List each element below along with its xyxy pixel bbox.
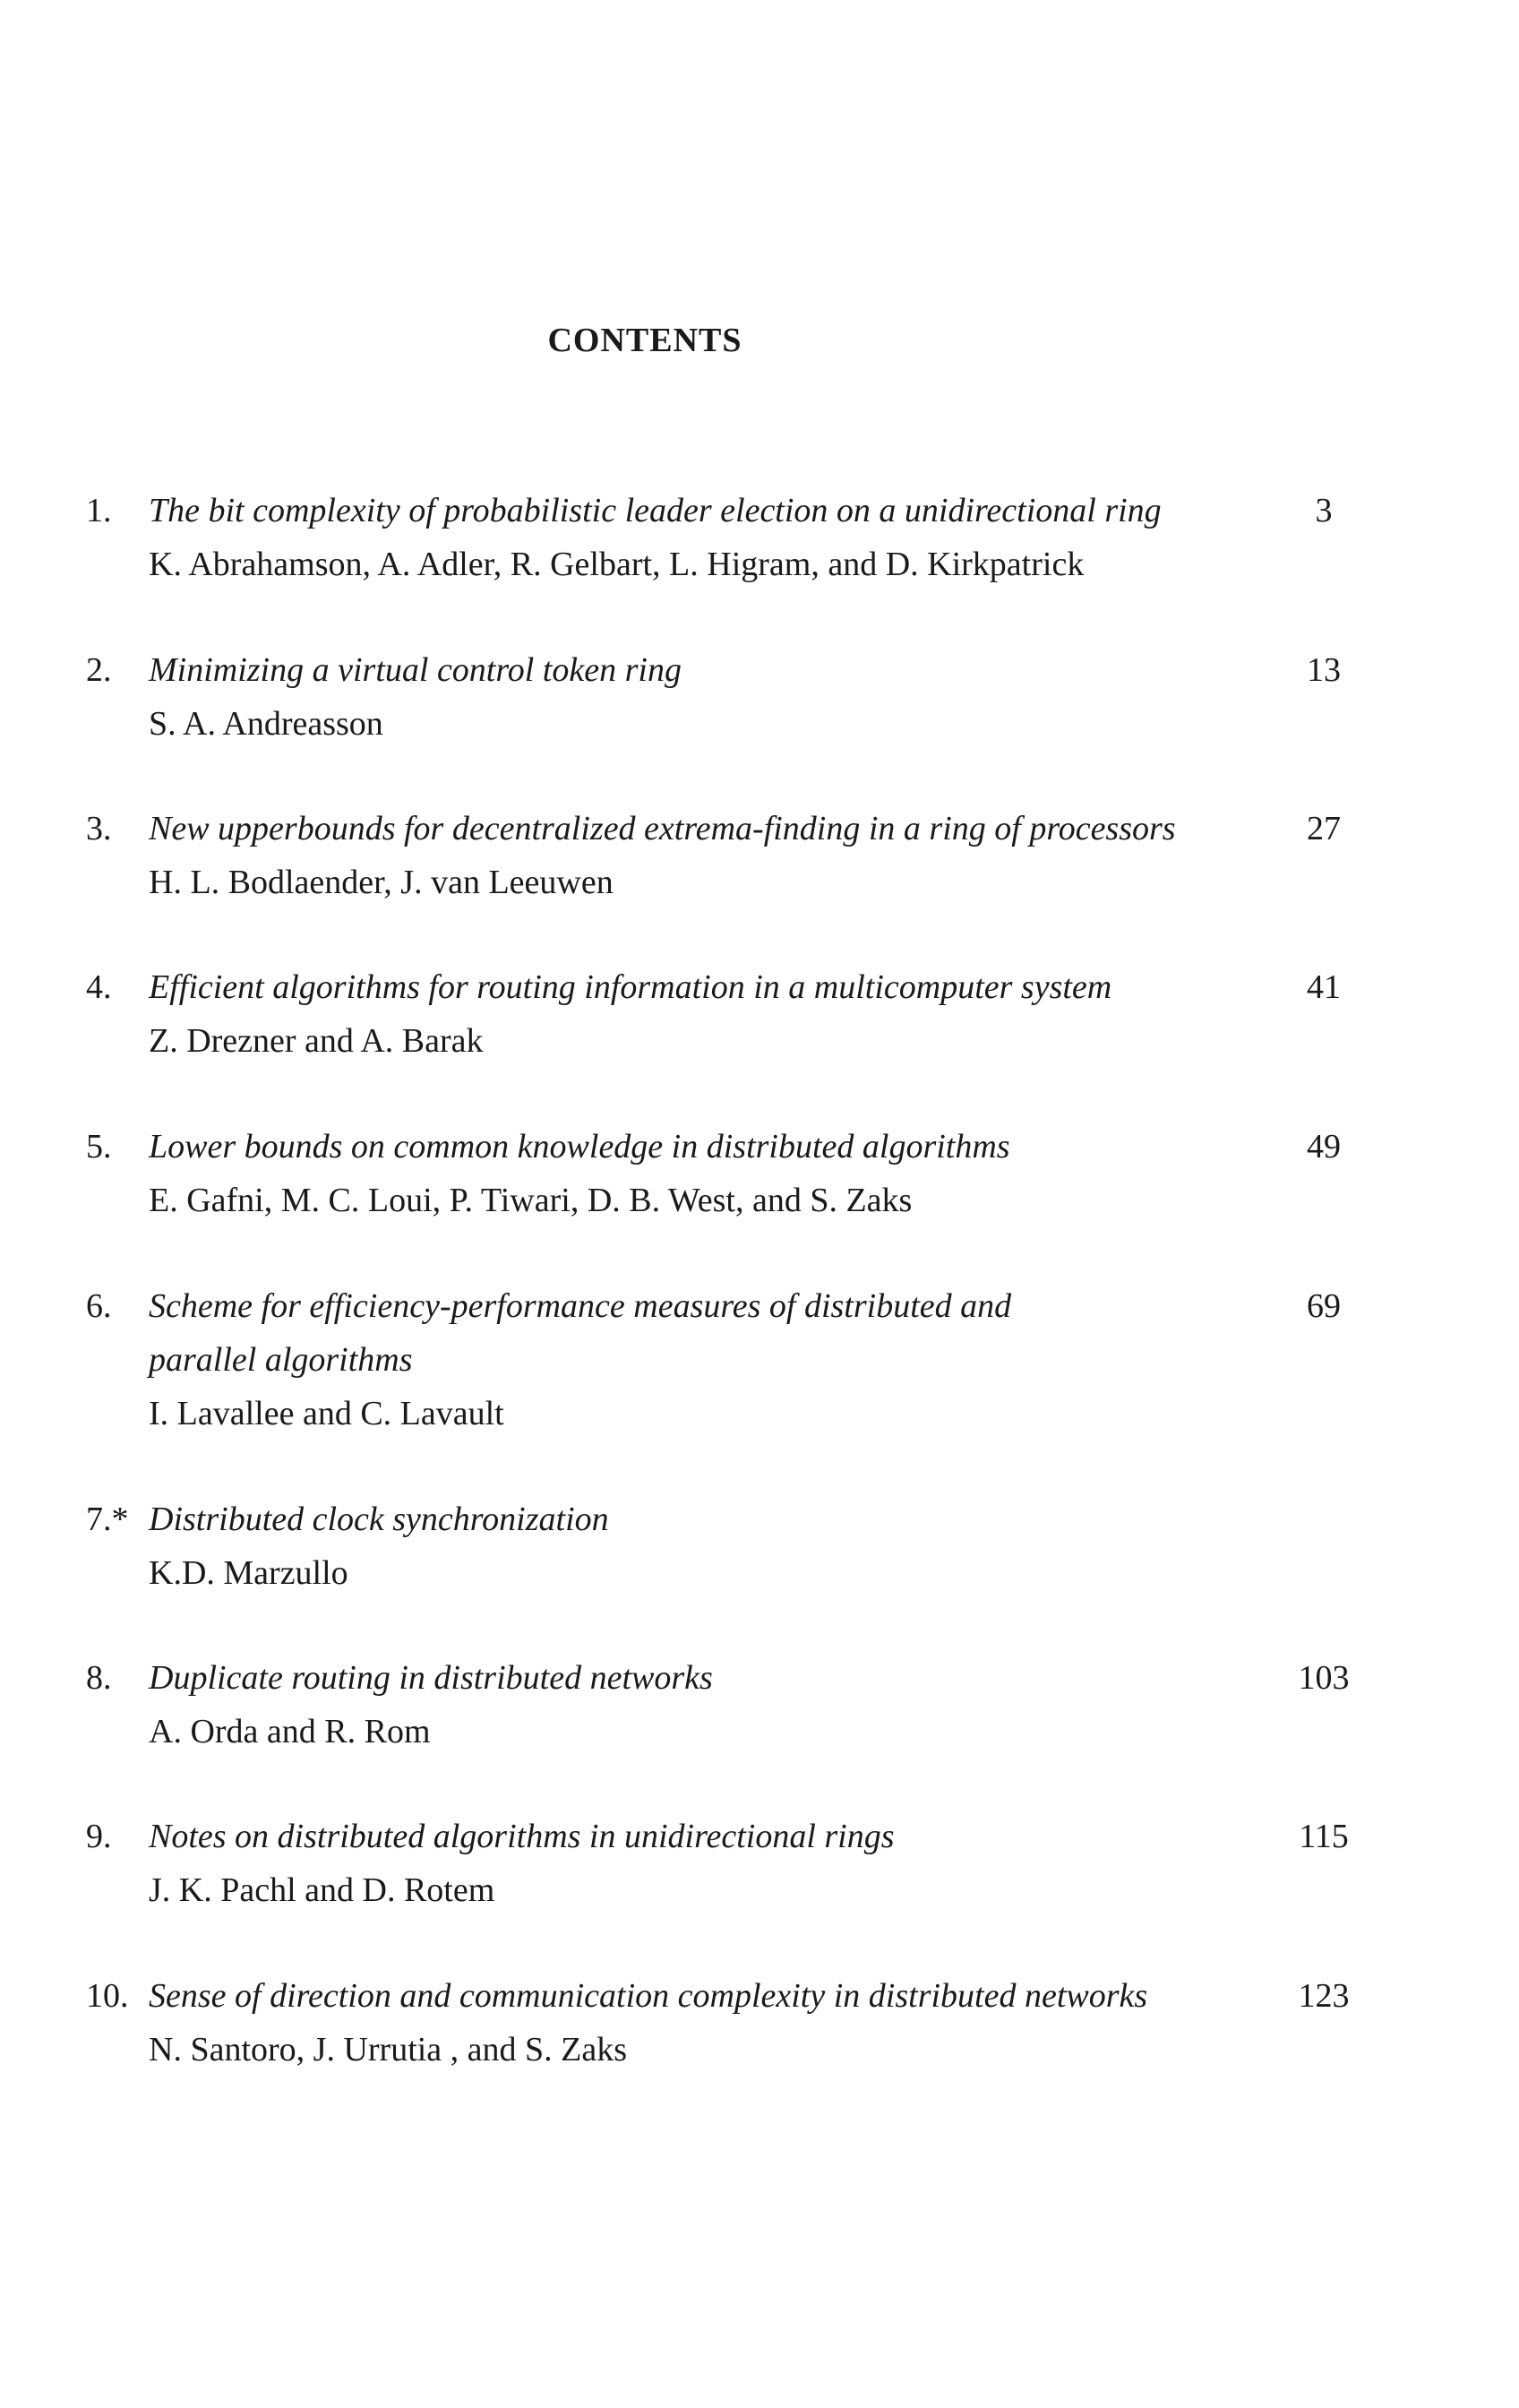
entry-number: 5. — [86, 1128, 112, 1165]
entry-authors: I. Lavallee and C. Lavault — [149, 1395, 504, 1432]
entry-authors: S. A. Andreasson — [149, 705, 383, 743]
entry-number: 4. — [86, 968, 112, 1006]
page-title: CONTENTS — [547, 322, 742, 359]
entry-number: 7.* — [86, 1501, 129, 1538]
entry-page: 115 — [1299, 1818, 1349, 1855]
entry-title: Sense of direction and communication complexity in distributed networks — [149, 1977, 1148, 2015]
entry-authors: A. Orda and R. Rom — [149, 1713, 431, 1750]
entry-title: Notes on distributed algorithms in unidirectional rings — [149, 1818, 895, 1855]
entry-title: Scheme for efficiency-performance measures of distributed and — [149, 1287, 1012, 1325]
entry-title: Minimizing a virtual control token ring — [149, 651, 682, 689]
entry-number: 3. — [86, 810, 112, 847]
entry-number: 8. — [86, 1659, 112, 1697]
entry-page: 69 — [1307, 1287, 1341, 1325]
entry-page: 49 — [1307, 1128, 1341, 1165]
entry-number: 9. — [86, 1818, 112, 1855]
entry-authors: H. L. Bodlaender, J. van Leeuwen — [149, 864, 614, 901]
entry-title: Distributed clock synchronization — [149, 1501, 609, 1538]
entry-number: 10. — [86, 1977, 129, 2015]
entry-title-continuation: parallel algorithms — [149, 1341, 413, 1379]
entry-page: 27 — [1307, 810, 1341, 847]
entry-authors: K.D. Marzullo — [149, 1554, 348, 1592]
entry-page: 123 — [1298, 1977, 1350, 2015]
entry-title: New upperbounds for decentralized extrema-finding in a ring of processors — [149, 810, 1176, 847]
entry-title: Duplicate routing in distributed networks — [149, 1659, 713, 1697]
entry-page: 41 — [1307, 968, 1341, 1006]
entry-number: 6. — [86, 1287, 112, 1325]
entry-authors: K. Abrahamson, A. Adler, R. Gelbart, L. Higram, and D. Kirkpatrick — [149, 546, 1085, 583]
entry-number: 1. — [86, 492, 112, 529]
entry-authors: E. Gafni, M. C. Loui, P. Tiwari, D. B. West, and S. Zaks — [149, 1182, 913, 1219]
entry-page: 103 — [1298, 1659, 1350, 1697]
entry-authors: Z. Drezner and A. Barak — [149, 1022, 484, 1060]
entry-authors: J. K. Pachl and D. Rotem — [149, 1871, 495, 1909]
entry-number: 2. — [86, 651, 112, 689]
entry-page: 13 — [1307, 651, 1341, 689]
entry-page: 3 — [1315, 492, 1333, 529]
entry-authors: N. Santoro, J. Urrutia , and S. Zaks — [149, 2031, 628, 2068]
entry-title: Lower bounds on common knowledge in distributed algorithms — [149, 1128, 1010, 1165]
entry-title: The bit complexity of probabilistic leader election on a unidirectional ring — [149, 492, 1162, 529]
entry-title: Efficient algorithms for routing information in a multicomputer system — [149, 968, 1112, 1006]
